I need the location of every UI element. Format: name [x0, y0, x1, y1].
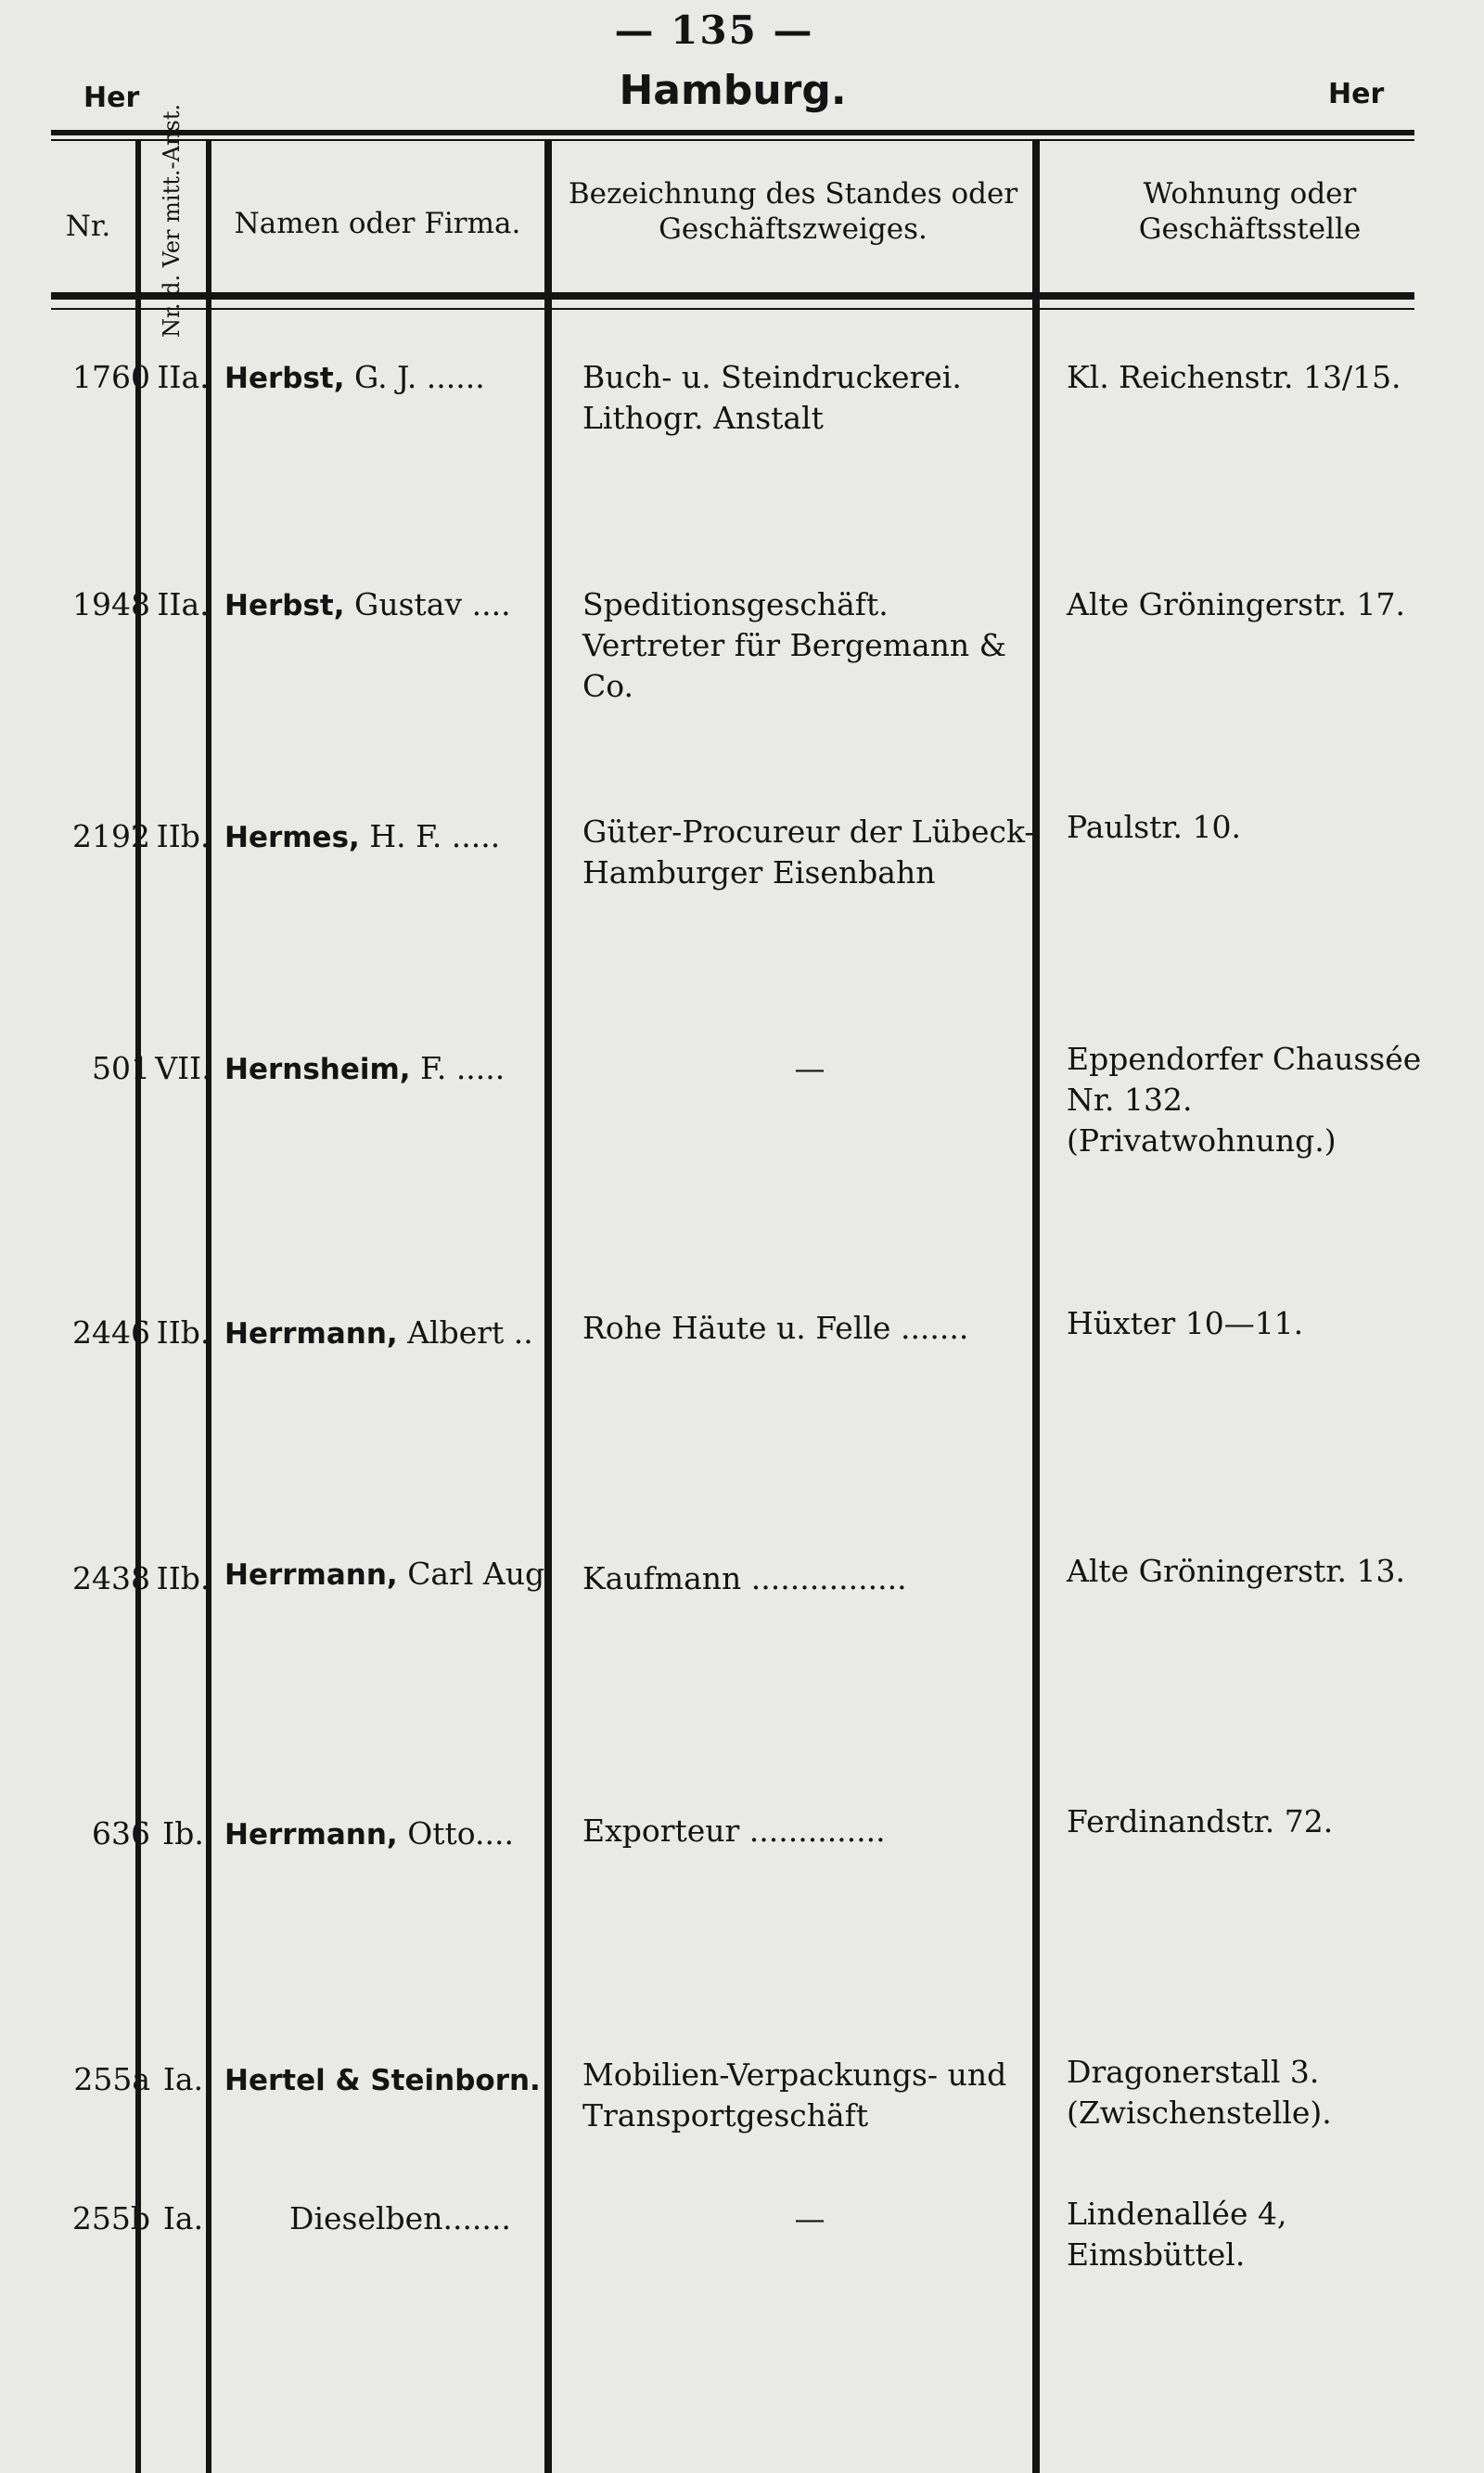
entry-description: Kaufmann ................ — [582, 1560, 907, 1596]
entry-given-name: Albert .. — [407, 1314, 533, 1351]
entry-given-name: H. F. ..... — [369, 818, 501, 854]
entry-description: — — [794, 2200, 825, 2236]
entry-surname: Herrmann, — [224, 1818, 398, 1852]
entry-surname: Herbst, — [224, 362, 345, 395]
entry-description: Exporteur .............. — [582, 1813, 886, 1849]
column-divider — [135, 141, 141, 2473]
entry-address: Ferdinandstr. 72. — [1067, 1803, 1334, 1839]
entry-address: Dragonerstall 3. (Zwischenstelle). — [1067, 2054, 1332, 2131]
entry-given-name: Gustav .... — [354, 586, 511, 622]
column-header-anstalt-text: Nr. d. Ver mitt.-Anst. — [159, 103, 185, 338]
entry-surname: Herrmann, — [224, 1558, 398, 1592]
page-number: — 135 — — [614, 7, 814, 53]
entry-given-name: Dieselben....... — [289, 2200, 511, 2236]
entry-surname: Hertel & Steinborn. — [224, 2064, 541, 2097]
column-header-anstalt — [139, 103, 204, 338]
entry-name — [224, 816, 558, 858]
entry-name — [224, 2198, 623, 2240]
entry-number: 2446 — [72, 1314, 150, 1351]
entry-given-name: Otto.... — [407, 1815, 515, 1852]
top-rule-thin — [51, 139, 1414, 141]
running-head-left: Her — [83, 82, 140, 114]
entry-description: Güter-Procureur der Lübeck-Hamburger Eisenbahn — [582, 814, 1035, 891]
entry-number: 1760 — [72, 359, 150, 395]
column-header-name: Namen oder Firma. — [234, 207, 521, 240]
entry-name — [224, 1554, 558, 1595]
header-rule — [51, 292, 1414, 300]
page-title: Hamburg. — [619, 67, 847, 114]
entry-address: Alte Gröningerstr. 13. — [1067, 1553, 1405, 1589]
entry-name — [224, 1813, 558, 1855]
running-head-right: Her — [1328, 78, 1385, 110]
entry-given-name: F. ..... — [420, 1050, 505, 1086]
entry-surname: Herrmann, — [224, 1317, 398, 1351]
column-header-nr: Nr. — [65, 210, 111, 243]
entry-class: IIa. — [157, 359, 210, 395]
entry-address: Lindenallée 4, Eimsbüttel. — [1067, 2196, 1287, 2273]
entry-name — [224, 1048, 558, 1090]
entry-surname: Hermes, — [224, 821, 360, 854]
entry-class: IIa. — [157, 586, 210, 622]
entry-number: 255a — [73, 2061, 150, 2097]
entry-class: Ia. — [162, 2061, 204, 2097]
entry-given-name: G. J. ...... — [354, 359, 485, 395]
entry-number: 2192 — [72, 818, 150, 854]
entry-surname: Hernsheim, — [224, 1053, 411, 1086]
entry-class: Ib. — [162, 1815, 204, 1852]
entry-surname: Herbst, — [224, 589, 345, 622]
entry-class: IIb. — [156, 1560, 211, 1596]
column-header-wohnung: Wohnung oder Geschäftsstelle — [1138, 177, 1362, 246]
entry-number: 2438 — [72, 1560, 150, 1596]
column-divider — [544, 141, 552, 2473]
column-header-stand: Bezeichnung des Standes oder Geschäftszweiges. — [568, 177, 1018, 246]
header-rule-thin — [51, 308, 1414, 310]
entry-address: Hüxter 10—11. — [1067, 1305, 1304, 1341]
entry-description: Buch- u. Steindruckerei. Lithogr. Anstalt — [582, 359, 962, 436]
entry-class: VII. — [155, 1050, 211, 1086]
entry-class: Ia. — [162, 2200, 204, 2236]
entry-number: 255b — [71, 2200, 150, 2236]
entry-address: Kl. Reichenstr. 13/15. — [1067, 359, 1401, 395]
entry-address: Eppendorfer Chaussée Nr. 132. (Privatwohnung.) — [1067, 1041, 1422, 1159]
entry-class: IIb. — [156, 1314, 211, 1351]
entry-address: Alte Gröningerstr. 17. — [1067, 586, 1405, 622]
entry-name — [224, 1313, 558, 1354]
entry-class: IIb. — [156, 818, 211, 854]
entry-name — [224, 357, 558, 399]
entry-number: 1948 — [72, 586, 150, 622]
top-rule — [51, 130, 1414, 135]
entry-address: Paulstr. 10. — [1067, 809, 1242, 845]
entry-number: 636 — [92, 1815, 150, 1852]
entry-name — [224, 2059, 558, 2101]
entry-given-name: Carl Aug. — [407, 1556, 555, 1592]
entry-description: Rohe Häute u. Felle ....... — [582, 1310, 969, 1346]
entry-number: 501 — [92, 1050, 150, 1086]
entry-description: Speditionsgeschäft. Vertreter für Bergemann & Co. — [582, 586, 1007, 704]
entry-name — [224, 584, 558, 626]
column-divider — [206, 141, 211, 2473]
entry-description: — — [794, 1050, 825, 1086]
entry-description: Mobilien-Verpackungs- und Transportgeschäft — [582, 2057, 1007, 2133]
